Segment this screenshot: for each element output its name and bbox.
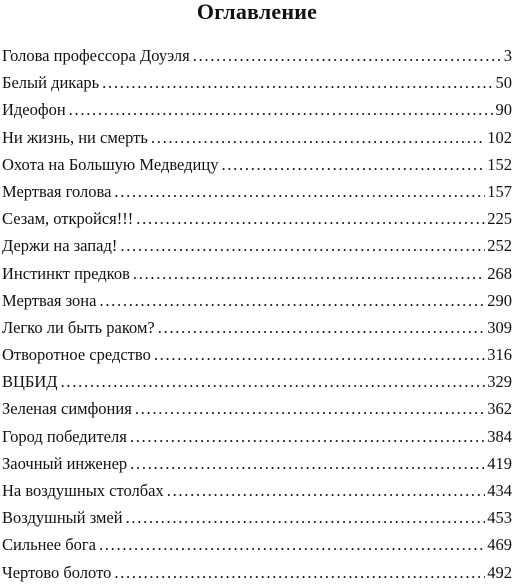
toc-entry-page: 102: [487, 127, 512, 147]
toc-entry-title: Белый дикарь: [2, 73, 100, 93]
toc-entry-page: 419: [487, 453, 512, 473]
toc-entry: [2, 368, 512, 395]
toc-leader-dots: [130, 423, 485, 450]
toc-entry-title: Инстинкт предков: [2, 263, 130, 283]
toc-entry-title: Ни жизнь, ни смерть: [2, 127, 148, 147]
toc-entry-page: 290: [487, 290, 512, 310]
toc-entry-page: 268: [487, 263, 512, 283]
toc-entry-title: Отворотное средство: [2, 345, 151, 365]
toc-entry-page: 252: [487, 236, 512, 256]
toc-entry-page: 434: [487, 481, 512, 500]
toc-leader-dots: [61, 368, 486, 395]
toc-entry-page: 362: [487, 399, 512, 419]
toc-entry: [2, 69, 512, 96]
toc-entry-page: 453: [487, 508, 512, 528]
toc-entry-title: Воздушный змей: [2, 508, 123, 528]
toc-leader-dots: [193, 42, 502, 69]
toc-entry: [2, 124, 512, 151]
toc-leader-dots: [135, 395, 485, 422]
toc-entry: [2, 341, 512, 368]
toc-entry-title: Охота на Большую Медведицу: [2, 154, 219, 174]
toc-leader-dots: [69, 96, 494, 123]
toc-entry: [2, 314, 512, 341]
toc-entry-title: Мертвая зона: [2, 290, 97, 310]
toc-entry-page: 469: [487, 535, 512, 555]
toc-entry-page: 492: [487, 562, 512, 582]
toc-entry: [2, 531, 512, 558]
toc-entry-page: 90: [495, 100, 512, 120]
toc-leader-dots: [136, 205, 485, 232]
toc-entry: [2, 559, 512, 586]
toc-leader-dots: [99, 287, 485, 314]
toc-leader-dots: [114, 559, 485, 586]
toc-entry-page: 152: [487, 154, 512, 174]
toc-entry-title: На воздушных столбах: [2, 481, 164, 500]
toc-leader-dots: [126, 504, 486, 531]
toc-leader-dots: [167, 477, 486, 504]
toc-entry-title: Зеленая симфония: [2, 399, 132, 419]
toc-leader-dots: [114, 178, 485, 205]
toc-entry-title: ВЦБИД: [2, 372, 58, 392]
toc-entry: [2, 96, 512, 123]
table-of-contents: [2, 42, 512, 586]
toc-entry: [2, 504, 512, 531]
toc-entry-page: 3: [503, 46, 512, 65]
toc-entry-page: 157: [487, 181, 512, 201]
toc-leader-dots: [133, 260, 485, 287]
toc-entry: [2, 423, 512, 450]
toc-entry: [2, 287, 512, 314]
toc-leader-dots: [158, 314, 486, 341]
toc-entry: [2, 450, 512, 477]
toc-leader-dots: [99, 531, 485, 558]
toc-entry-page: 50: [495, 73, 512, 93]
toc-entry-page: 329: [487, 372, 512, 392]
toc-entry-title: Сезам, откройся!!!: [2, 209, 134, 229]
toc-entry-title: Заочный инженер: [2, 453, 128, 473]
toc-entry-title: Мертвая голова: [2, 181, 112, 201]
toc-leader-dots: [154, 341, 485, 368]
toc-entry-page: 309: [487, 317, 512, 337]
toc-entry-title: Идеофон: [2, 100, 66, 120]
toc-entry: [2, 395, 512, 422]
toc-entry-title: Легко ли быть раком?: [2, 317, 155, 337]
toc-entry: [2, 477, 512, 504]
toc-entry: [2, 232, 512, 259]
toc-entry-title: Город победителя: [2, 426, 127, 446]
toc-leader-dots: [221, 151, 485, 178]
page-title: Оглавление: [196, 0, 318, 24]
toc-leader-dots: [151, 124, 485, 151]
toc-entry-page: 384: [487, 426, 512, 446]
toc-entry-title: Голова профессора Доуэля: [2, 46, 190, 65]
toc-entry: [2, 42, 512, 69]
toc-entry-title: Держи на запад!: [2, 236, 118, 256]
toc-entry: [2, 260, 512, 287]
toc-entry-page: 316: [487, 345, 512, 365]
toc-entry-page: 225: [487, 209, 512, 229]
toc-leader-dots: [120, 232, 485, 259]
toc-leader-dots: [102, 69, 493, 96]
toc-entry-title: Чертово болото: [2, 562, 112, 582]
toc-entry: [2, 205, 512, 232]
toc-entry: [2, 178, 512, 205]
toc-leader-dots: [130, 450, 485, 477]
toc-entry-title: Сильнее бога: [2, 535, 96, 555]
toc-entry: [2, 151, 512, 178]
